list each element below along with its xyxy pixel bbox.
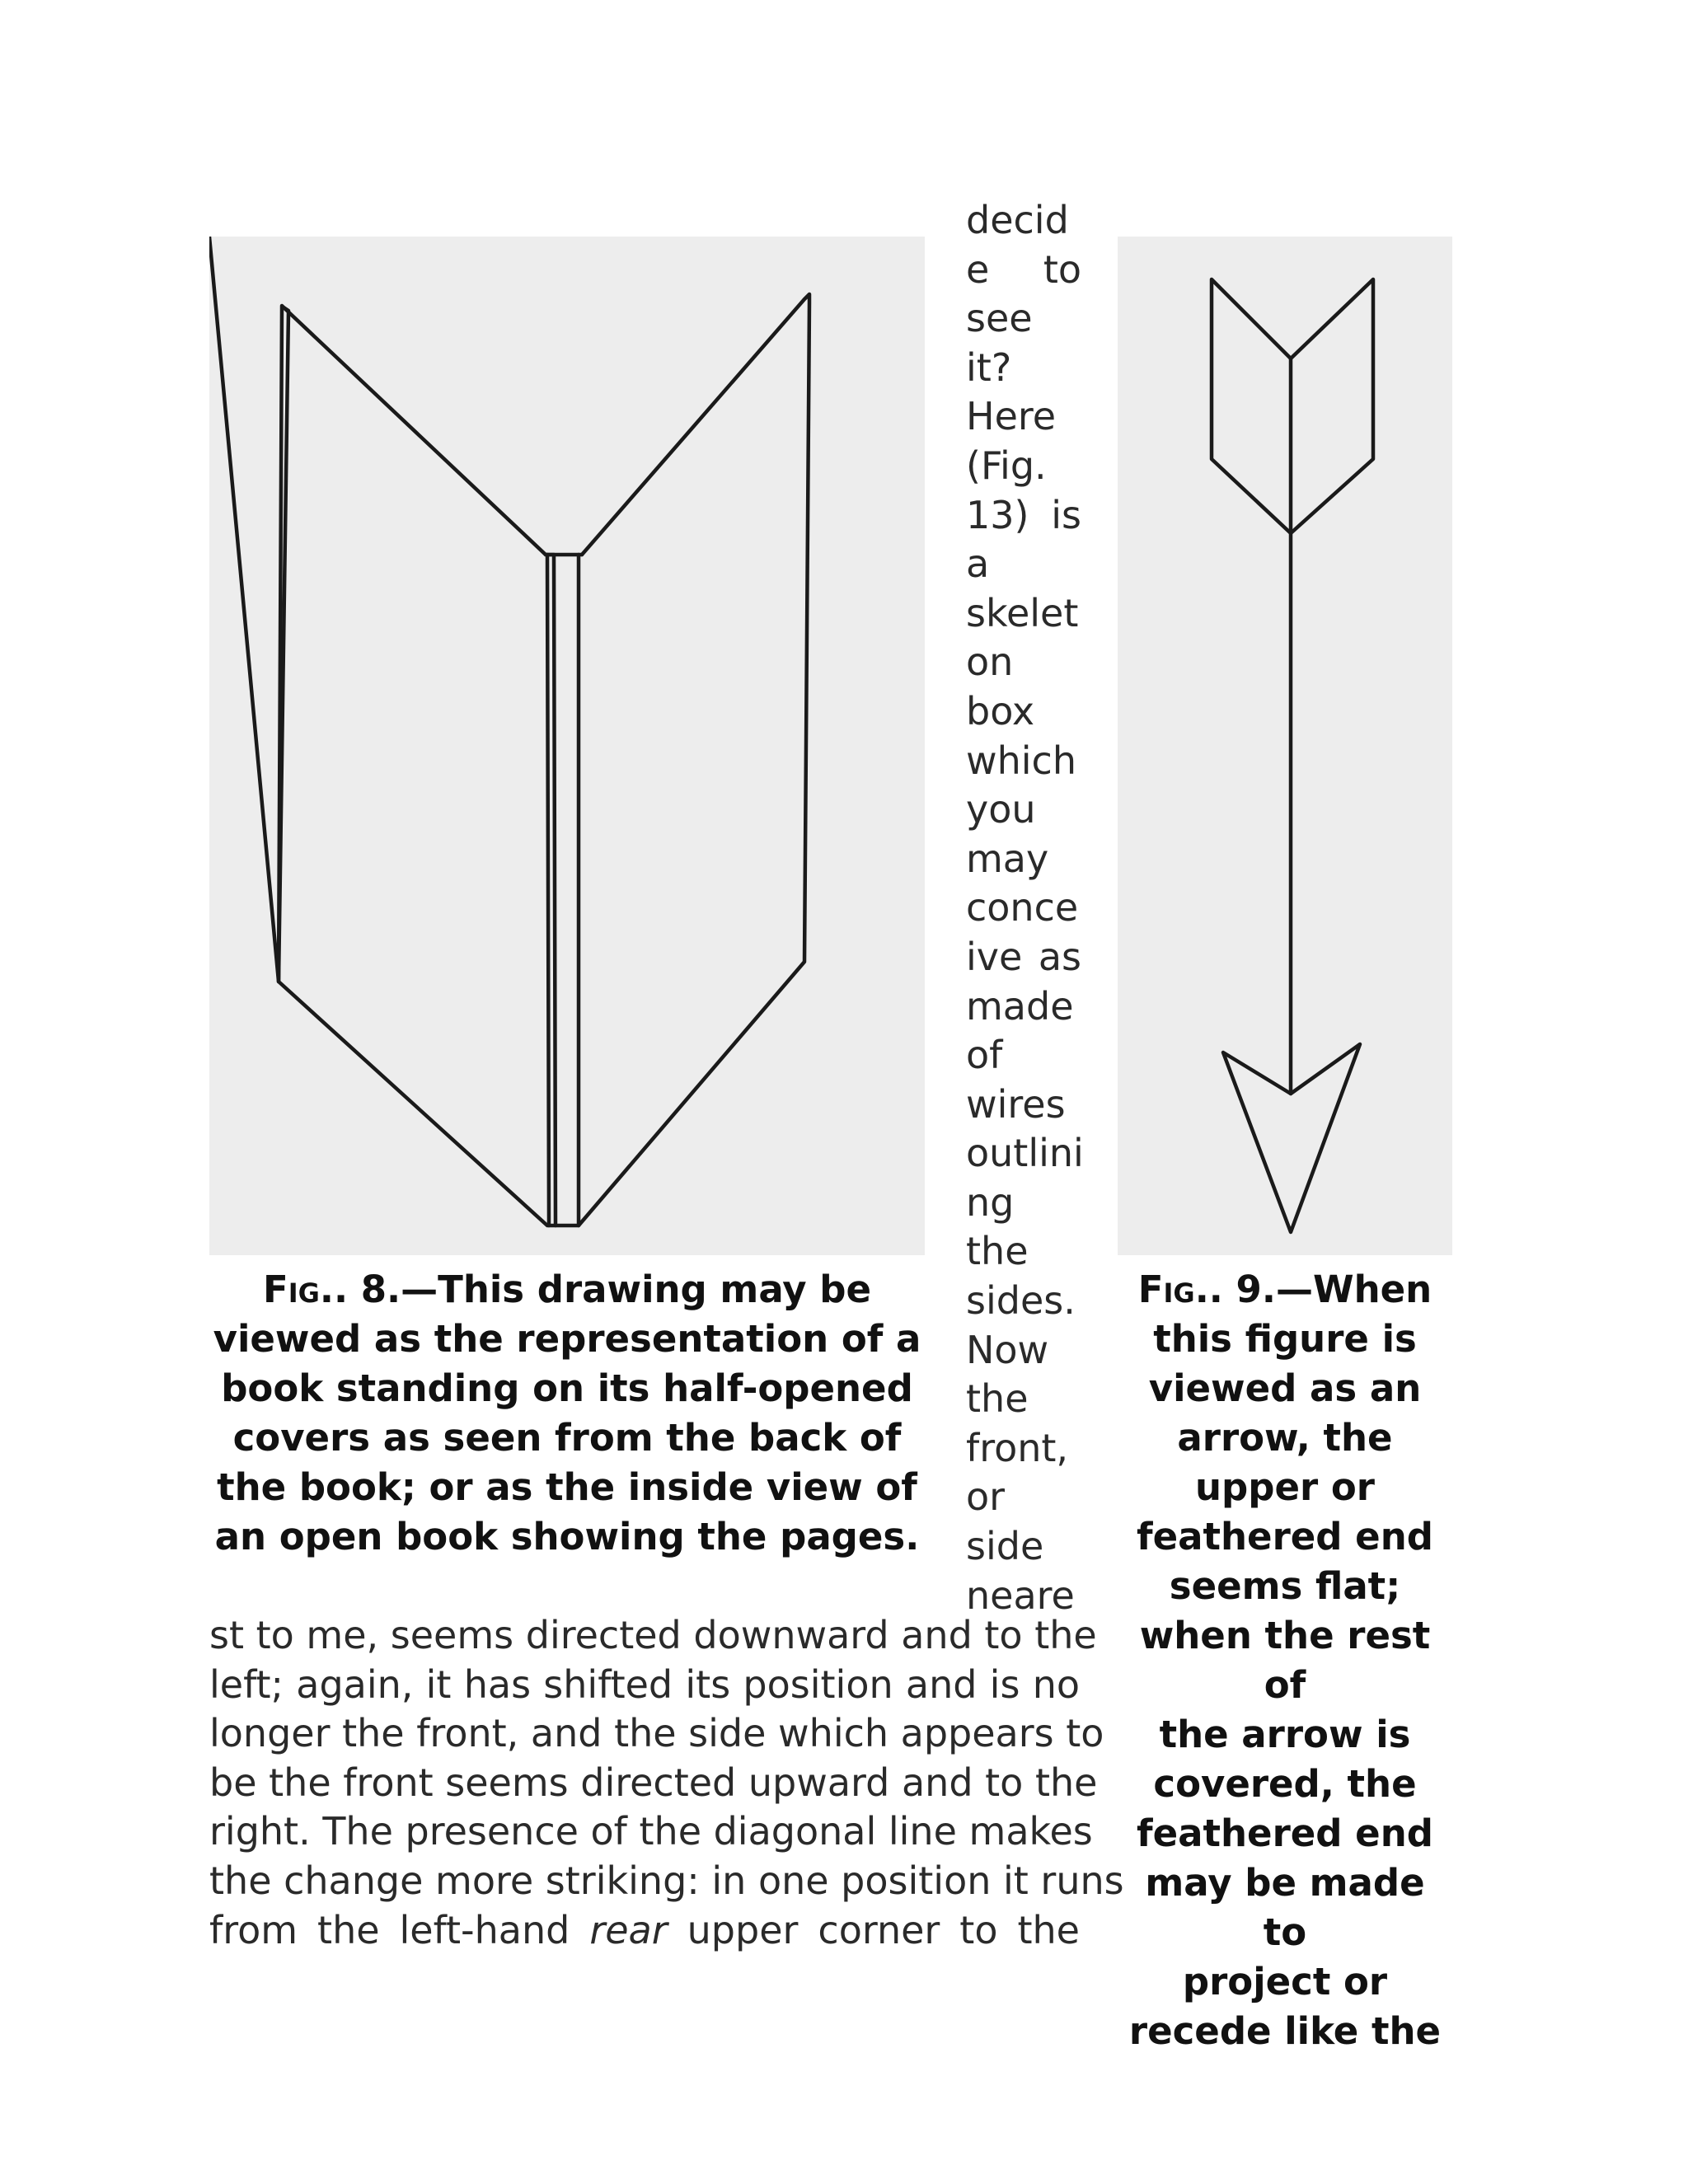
caption-line: feathered end (1137, 1515, 1433, 1558)
figure-9-caption (1118, 1265, 1452, 2056)
text-line: Now (966, 1327, 1049, 1372)
text-line: wires (966, 1081, 1066, 1127)
caption-line: seems flat; (1169, 1564, 1401, 1608)
text-line: (Fig. (966, 443, 1047, 488)
text-line: skelet (966, 590, 1079, 635)
text-line: the (966, 1229, 1029, 1274)
text-line: may (966, 836, 1049, 881)
text-line: be the front seems directed upward and to the (209, 1760, 1098, 1805)
text-line: the change more striking: in one position it runs (209, 1858, 1124, 1903)
text-line: which (966, 738, 1077, 783)
text-line: outlini (966, 1131, 1084, 1176)
caption-line: an open book showing the pages. (214, 1515, 920, 1558)
book-right-cover-outline (556, 294, 809, 1226)
text-line: Here (966, 394, 1057, 439)
text-line: right. The presence of the diagonal line makes (209, 1809, 1093, 1854)
text-line: decid (966, 198, 1069, 242)
text-line: you (966, 787, 1036, 832)
narrow-text-column (966, 196, 1084, 1620)
text-line: ng (966, 1179, 1015, 1225)
text-line: ive as (966, 934, 1081, 979)
text-line: from the left-hand rear upper corner to the (209, 1907, 1080, 1952)
figure-label: Fig. (262, 1268, 334, 1311)
text-line: 13) is (966, 492, 1081, 537)
caption-line: viewed as the representation of a (213, 1317, 921, 1361)
text-line: longer the front, and the side which appears to (209, 1711, 1104, 1756)
figure-9-image (1118, 237, 1452, 1255)
emphasis-rear: rear (589, 1907, 668, 1952)
book-left-cover (209, 237, 288, 982)
body-paragraph (209, 1611, 1124, 1955)
caption-line: arrow, the (1177, 1416, 1393, 1460)
text-line: side (966, 1524, 1044, 1569)
caption-line: this figure is (1153, 1317, 1417, 1361)
text-line: conce (966, 885, 1079, 930)
caption-line: the book; or as the inside view of (217, 1465, 917, 1509)
text-line: left; again, it has shifted its position and is no (209, 1661, 1080, 1707)
text-line: of (966, 1033, 1003, 1078)
caption-line: Fig.. 9.—When (1137, 1268, 1432, 1311)
caption-line: project or (1182, 1960, 1388, 2004)
caption-line: upper or (1195, 1465, 1375, 1509)
caption-line: Fig.. 8.—This drawing may be (262, 1268, 872, 1311)
book-spine-left (547, 555, 549, 1226)
text-line: made (966, 983, 1074, 1029)
text-line: it? (966, 344, 1012, 390)
open-book-drawing (209, 237, 925, 1255)
text-line: neare (966, 1572, 1075, 1618)
caption-line: when the rest of (1139, 1614, 1431, 1707)
book-left-cover-outline (279, 306, 556, 1226)
caption-line: covers as seen from the back of (232, 1416, 902, 1460)
arrow-drawing (1118, 237, 1452, 1255)
text-line: a (966, 541, 990, 587)
caption-line: the arrow is (1159, 1713, 1411, 1756)
text-line: on (966, 640, 1014, 685)
text-line: sides. (966, 1278, 1076, 1324)
figure-8-caption (209, 1265, 925, 1562)
text-line: e to (966, 246, 1081, 292)
caption-line: viewed as an (1148, 1366, 1422, 1410)
text-line: see (966, 296, 1033, 341)
caption-line: covered, the (1153, 1762, 1417, 1806)
text-line: the (966, 1376, 1029, 1422)
figure-8-image (209, 237, 925, 1255)
text-line: or (966, 1474, 1006, 1520)
text-line: front, (966, 1425, 1069, 1470)
text-line: box (966, 688, 1035, 733)
caption-line: book standing on its half-opened (221, 1366, 913, 1410)
caption-line: recede like the (1128, 2009, 1442, 2053)
caption-line: feathered end (1137, 1811, 1433, 1855)
text-line: st to me, seems directed downward and to the (209, 1613, 1097, 1657)
figure-label: Fig. (1137, 1268, 1209, 1311)
caption-line: may be made to (1145, 1861, 1425, 1954)
